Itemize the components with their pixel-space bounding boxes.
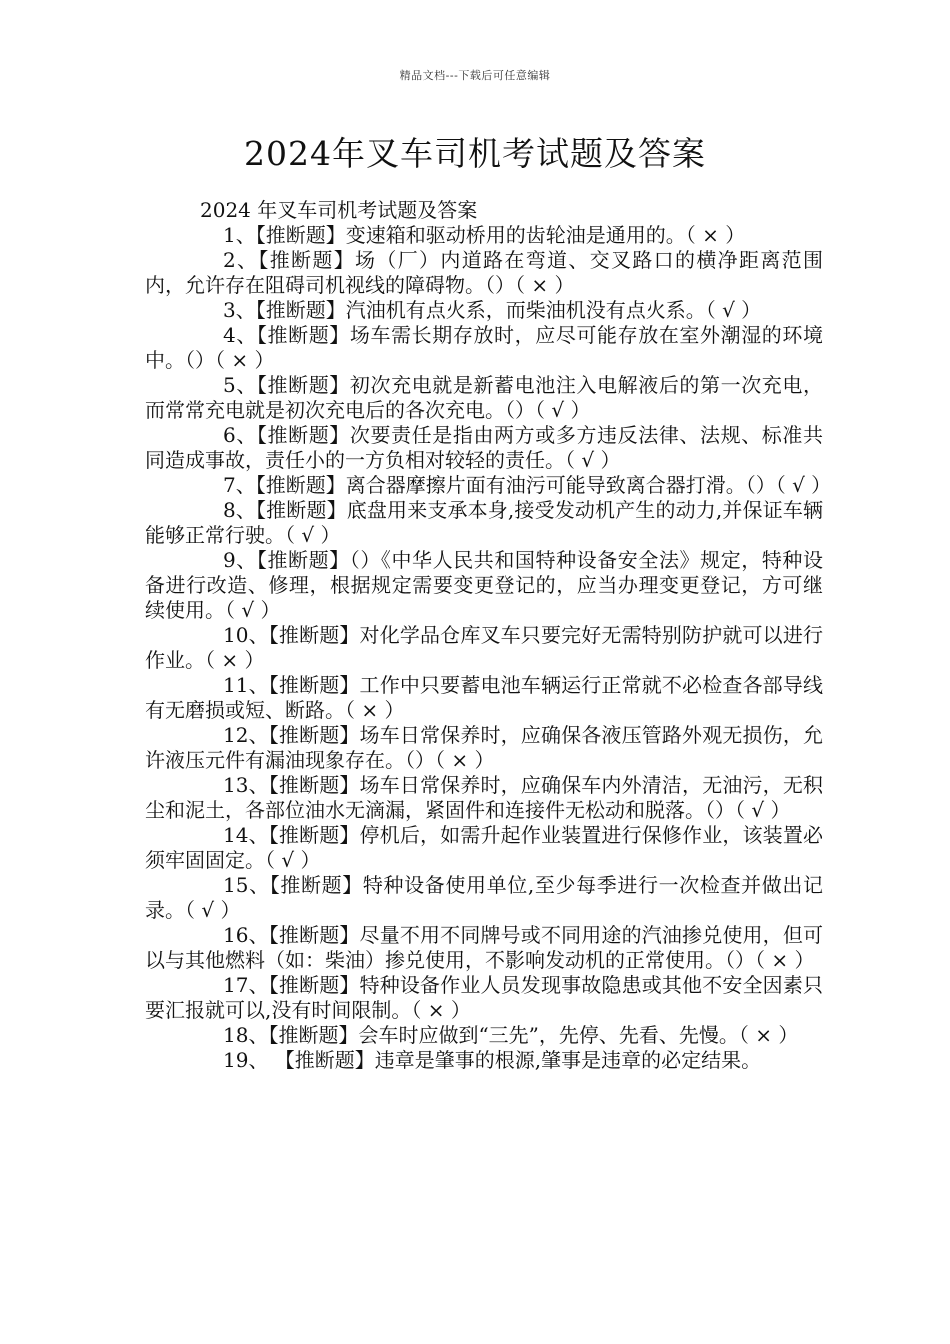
question-item: 4、【推断题】场车需长期存放时，应尽可能存放在室外潮湿的环境中。（）（ × ） — [145, 323, 823, 372]
question-item: 17、【推断题】特种设备作业人员发现事故隐患或其他不安全因素只要汇报就可以,没有时间限制。（ × ） — [145, 973, 823, 1022]
question-item: 19、 【推断题】违章是肇事的根源,肇事是违章的必定结果。 — [223, 1048, 762, 1072]
document-title: 2024年叉车司机考试题及答案 — [244, 134, 706, 173]
question-item: 12、【推断题】场车日常保养时，应确保各液压管路外观无损伤，允许液压元件有漏油现象存在。（）（ × ） — [145, 723, 823, 772]
question-item: 3、【推断题】汽油机有点火系，而柴油机没有点火系。（ √ ） — [223, 298, 762, 322]
document-subtitle: 2024 年叉车司机考试题及答案 — [200, 198, 478, 222]
question-list — [145, 198, 832, 1073]
question-item: 8、【推断题】底盘用来支承本身,接受发动机产生的动力,并保证车辆能够正常行驶。（ √ ） — [145, 498, 823, 547]
question-item: 13、【推断题】场车日常保养时，应确保车内外清洁，无油污，无积尘和泥土，各部位油水无滴漏，紧固件和连接件无松动和脱落。（）（ √ ） — [145, 773, 823, 822]
question-item: 9、【推断题】（）《中华人民共和国特种设备安全法》规定，特种设备进行改造、修理，根据规定需要变更登记的，应当办理变更登记，方可继续使用。（ √ ） — [145, 548, 823, 622]
question-item: 7、【推断题】离合器摩擦片面有油污可能导致离合器打滑。（）（ √ ） — [223, 473, 832, 497]
page-header: 精品文档---下载后可任意编辑 — [399, 69, 551, 82]
question-item: 2、【推断题】场（厂）内道路在弯道、交叉路口的横净距离范围内，允许存在阻碍司机视线的障碍物。（）（ × ） — [145, 248, 823, 297]
question-item: 11、【推断题】工作中只要蓄电池车辆运行正常就不必检查各部导线有无磨损或短、断路。（ × ） — [145, 673, 823, 722]
question-item: 10、【推断题】对化学品仓库叉车只要完好无需特别防护就可以进行作业。（ × ） — [145, 623, 823, 672]
question-item: 14、【推断题】停机后，如需升起作业装置进行保修作业，该装置必须牢固固定。（ √ ） — [145, 823, 823, 872]
question-item: 16、【推断题】尽量不用不同牌号或不同用途的汽油掺兑使用，但可以与其他燃料（如：柴油）掺兑使用，不影响发动机的正常使用。（）（ × ） — [145, 923, 823, 972]
question-item: 1、【推断题】变速箱和驱动桥用的齿轮油是通用的。（ × ） — [223, 223, 746, 247]
question-item: 5、【推断题】初次充电就是新蓄电池注入电解液后的第一次充电，而常常充电就是初次充电后的各次充电。（）（ √ ） — [145, 373, 823, 422]
question-item: 18、【推断题】会车时应做到“三先”，先停、先看、先慢。（ × ） — [223, 1023, 799, 1047]
question-item: 6、【推断题】次要责任是指由两方或多方违反法律、法规、标准共同造成事故，责任小的一方负相对较轻的责任。（ √ ） — [145, 423, 823, 472]
question-item: 15、【推断题】特种设备使用单位,至少每季进行一次检查并做出记录。（ √ ） — [145, 873, 823, 922]
